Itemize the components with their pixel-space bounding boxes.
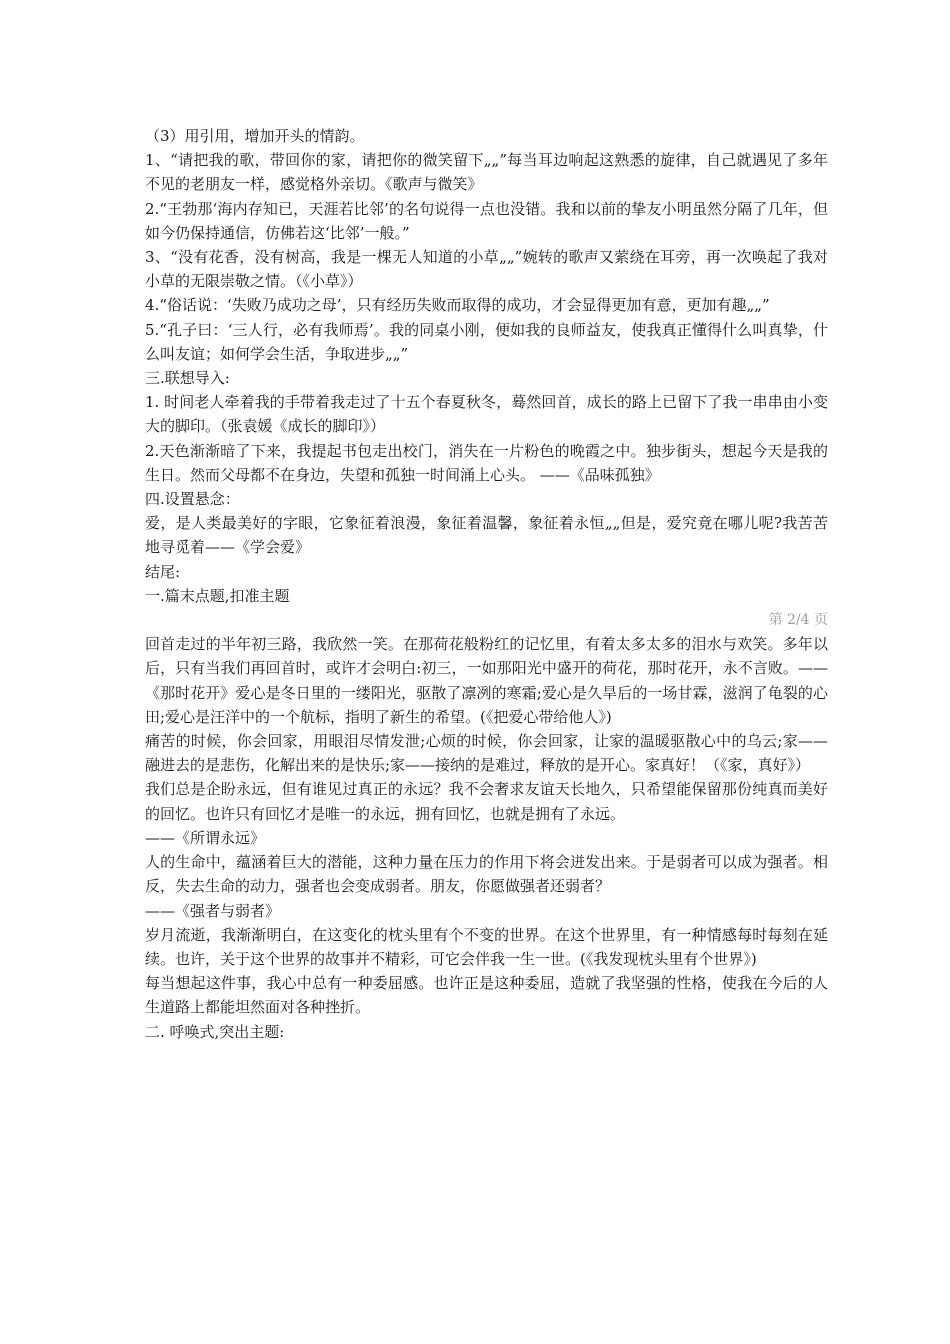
paragraph: 每当想起这件事，我心中总有一种委屈感。也许正是这种委屈，造就了我坚强的性格，使我在今后的人生道路上都能坦然面对各种挫折。 [145, 974, 828, 1017]
section-heading: 结尾: [145, 562, 181, 581]
paragraph: 2.天色渐渐暗了下来，我提起书包走出校门，消失在一片粉色的晚霞之中。独步街头，想起今天是我的生日。然而父母都不在身边，失望和孤独一时间涌上心头。 ——《品味孤独》 [145, 441, 828, 484]
paragraph: 我们总是企盼永远，但有谁见过真正的永远？我不会奢求友谊天长地久，只希望能保留那份纯真而美好的回忆。也许只有回忆才是唯一的永远，拥有回忆，也就是拥有了永远。 [145, 780, 828, 823]
section-heading: 二. 呼唤式,突出主题: [145, 1022, 285, 1041]
page-number: 第 2/4 页 [768, 612, 828, 629]
paragraph: 痛苦的时候，你会回家，用眼泪尽情发泄;心烦的时候，你会回家，让家的温暖驱散心中的乌云;家——融进去的是悲伤，化解出来的是快乐;家——接纳的是难过，释放的是开心。家真好！（《家，真好》） [145, 732, 828, 775]
citation: ——《所谓永远》 [145, 828, 266, 847]
citation: ——《强者与弱者》 [145, 901, 281, 920]
paragraph: 岁月流逝，我渐渐明白，在这变化的枕头里有个不变的世界。在这个世界里，有一种情感每时每刻在延续。也许，关于这个世界的故事并不精彩，可它会伴我一生一世。(《我发现枕头里有个世界》) [145, 925, 828, 968]
section-heading: 四.设置悬念： [145, 490, 240, 509]
section-heading: 三.联想导入: [145, 369, 230, 388]
paragraph: 5.“孔子曰：‘三人行，必有我师焉’。我的同桌小刚，便如我的良师益友，使我真正懂得什么叫真挚，什么叫友谊；如何学会生活，争取进步„„” [145, 320, 828, 363]
paragraph: （3）用引用，增加开头的情韵。 [145, 127, 365, 145]
paragraph: 爱，是人类最美好的字眼，它象征着浪漫，象征着温馨，象征着永恒„„但是，爱究竟在哪儿呢?我苦苦地寻觅着——《学会爱》 [145, 514, 828, 557]
paragraph: 1. 时间老人牵着我的手带着我走过了十五个春夏秋冬，蓦然回首，成长的路上已留下了我一串串由小变大的脚印。（张袁媛《成长的脚印》） [145, 393, 828, 436]
section-heading: 一.篇末点题,扣准主题 [145, 586, 290, 605]
paragraph: 人的生命中，蕴涵着巨大的潜能，这种力量在压力的作用下将会迸发出来。于是弱者可以成为强者。相反，失去生命的动力，强者也会变成弱者。朋友，你愿做强者还弱者？ [145, 853, 828, 896]
paragraph: 2.“王勃那‘海内存知已，天涯若比邻’的名句说得一点也没错。我和以前的挚友小明虽然分隔了几年，但如今仍保持通信，仿佛若这‘比邻’一般。” [145, 199, 828, 242]
paragraph: 回首走过的半年初三路，我欣然一笑。在那荷花般粉红的记忆里，有着太多太多的泪水与欢笑。多年以后，只有当我们再回首时，或许才会明白:初三，一如那阳光中盛开的荷花，那时花开，永不言败。——《那时花开》爱心是冬日里的一缕阳光，驱散了凛冽的寒霜;爱心是久旱后的一场甘霖，滋润了龟裂的心田;爱心是汪洋中的一个航标，指明了新生的希望。(《把爱心带给他人》) [145, 635, 828, 726]
paragraph: 3、“没有花香，没有树高，我是一棵无人知道的小草„„”婉转的歌声又萦绕在耳旁，再一次唤起了我对小草的无限崇敬之情。（《小草》） [145, 248, 828, 291]
paragraph: 1、“请把我的歌，带回你的家，请把你的微笑留下„„”每当耳边响起这熟悉的旋律，自己就遇见了多年不见的老朋友一样，感觉格外亲切。《歌声与微笑》 [145, 151, 828, 194]
paragraph: 4.“俗话说：‘失败乃成功之母’，只有经历失败而取得的成功，才会显得更加有意，更加有趣„„” [145, 296, 770, 315]
document-page [145, 124, 828, 1044]
